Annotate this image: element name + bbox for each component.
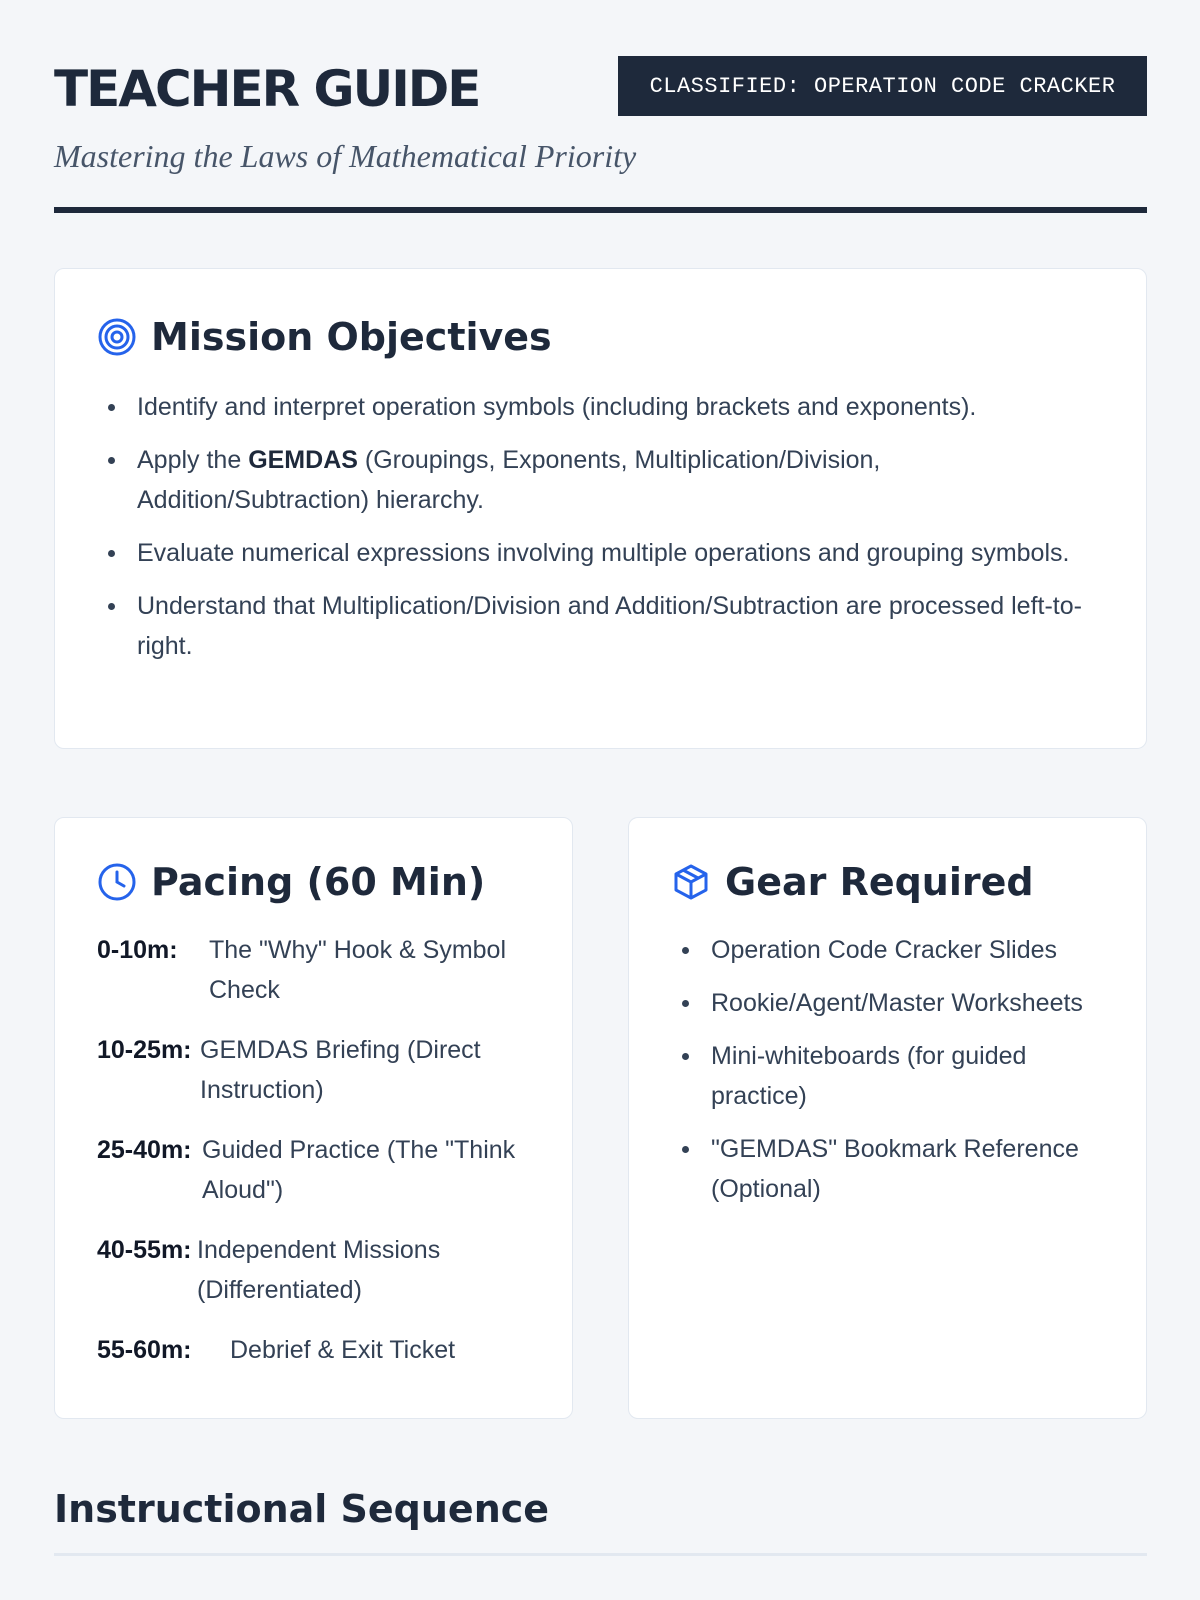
pacing-time: 0-10m: xyxy=(97,936,178,964)
sequence-heading: Instructional Sequence xyxy=(54,1487,550,1531)
objectives-title: Mission Objectives xyxy=(151,315,552,359)
pacing-row xyxy=(97,1230,532,1310)
pacing-activity: Independent Missions (Differentiated) xyxy=(197,1236,441,1304)
gear-item: Operation Code Cracker Slides xyxy=(671,930,1106,970)
pacing-time: 40-55m: xyxy=(97,1236,192,1264)
objective-item: Apply the GEMDAS (Groupings, Exponents, Multiplication/Division, Addition/Subtraction) hierarchy. xyxy=(97,440,1104,520)
objective-item: Evaluate numerical expressions involving multiple operations and grouping symbols. xyxy=(97,533,1104,573)
sequence-divider xyxy=(54,1553,1147,1556)
pacing-activity: GEMDAS Briefing (Direct Instruction) xyxy=(200,1036,481,1104)
pacing-time: 25-40m: xyxy=(97,1136,192,1164)
pacing-activity: The "Why" Hook & Symbol Check xyxy=(209,936,507,1004)
objectives-list xyxy=(97,387,1104,666)
clock-icon xyxy=(97,862,137,902)
page-title: TEACHER GUIDE xyxy=(54,60,480,118)
objectives-heading xyxy=(97,315,1104,359)
page-subtitle: Mastering the Laws of Mathematical Priority xyxy=(54,138,637,174)
pacing-title: Pacing (60 Min) xyxy=(151,860,486,904)
gear-item: Rookie/Agent/Master Worksheets xyxy=(671,983,1106,1023)
classified-badge: CLASSIFIED: OPERATION CODE CRACKER xyxy=(618,56,1147,116)
pacing-row xyxy=(97,1130,532,1210)
objective-item: Identify and interpret operation symbols (including brackets and exponents). xyxy=(97,387,1104,427)
pacing-schedule xyxy=(97,930,532,1370)
package-icon xyxy=(671,862,711,902)
gear-card xyxy=(628,817,1147,1419)
pacing-heading xyxy=(97,860,532,904)
pacing-row xyxy=(97,1030,532,1110)
objectives-card xyxy=(54,268,1147,749)
pacing-time: 10-25m: xyxy=(97,1036,192,1064)
pacing-time: 55-60m: xyxy=(97,1336,192,1364)
target-icon xyxy=(97,317,137,357)
gear-item: "GEMDAS" Bookmark Reference (Optional) xyxy=(671,1129,1106,1209)
pacing-row xyxy=(97,930,532,1010)
gear-title: Gear Required xyxy=(725,860,1034,904)
header-divider xyxy=(54,207,1147,213)
pacing-row xyxy=(97,1330,532,1370)
gear-heading xyxy=(671,860,1106,904)
gemdas-term: GEMDAS xyxy=(248,446,358,474)
objective-item: Understand that Multiplication/Division and Addition/Subtraction are processed left-to-right. xyxy=(97,586,1104,666)
pacing-activity: Guided Practice (The "Think Aloud") xyxy=(202,1136,516,1204)
pacing-card xyxy=(54,817,573,1419)
gear-item: Mini-whiteboards (for guided practice) xyxy=(671,1036,1106,1116)
gear-list xyxy=(671,930,1106,1209)
pacing-activity: Debrief & Exit Ticket xyxy=(230,1336,456,1364)
